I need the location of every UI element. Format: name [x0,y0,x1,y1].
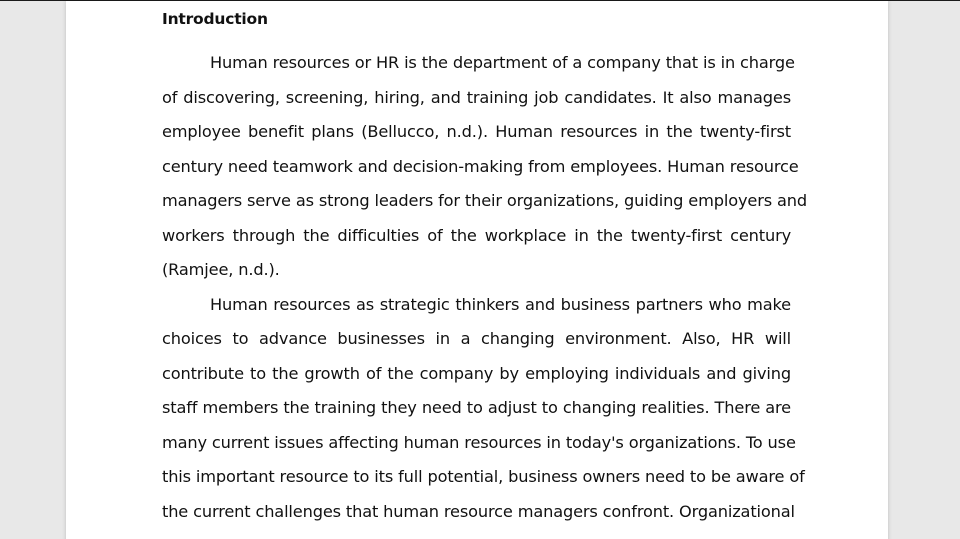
paragraph-2-line-4: staff members the training they need to adjust to changing realities. There are [162,398,791,417]
paragraph-1-line-5: managers serve as strong leaders for their organizations, guiding employers and [162,191,807,210]
section-heading: Introduction [162,10,268,28]
paragraph-1-line-6: workers through the difficulties of the workplace in the twenty-first century [162,226,791,245]
paragraph-1-line-2: of discovering, screening, hiring, and training job candidates. It also manages [162,88,791,107]
paragraph-2-line-1: Human resources as strategic thinkers and business partners who make [210,295,791,314]
paragraph-1-line-1: Human resources or HR is the department of a company that is in charge [210,53,795,72]
paragraph-1-line-3: employee benefit plans (Bellucco, n.d.). Human resources in the twenty-first [162,122,791,141]
document-page [66,1,888,539]
paragraph-1-line-7: (Ramjee, n.d.). [162,260,280,279]
paragraph-2-line-7: the current challenges that human resource managers confront. Organizational [162,502,795,521]
paragraph-2-line-6: this important resource to its full potential, business owners need to be aware of [162,467,805,486]
paragraph-2-line-3: contribute to the growth of the company by employing individuals and giving [162,364,791,383]
paragraph-2-line-5: many current issues affecting human resources in today's organizations. To use [162,433,796,452]
paragraph-1-line-4: century need teamwork and decision-making from employees. Human resource [162,157,799,176]
paragraph-2-line-2: choices to advance businesses in a changing environment. Also, HR will [162,329,791,348]
